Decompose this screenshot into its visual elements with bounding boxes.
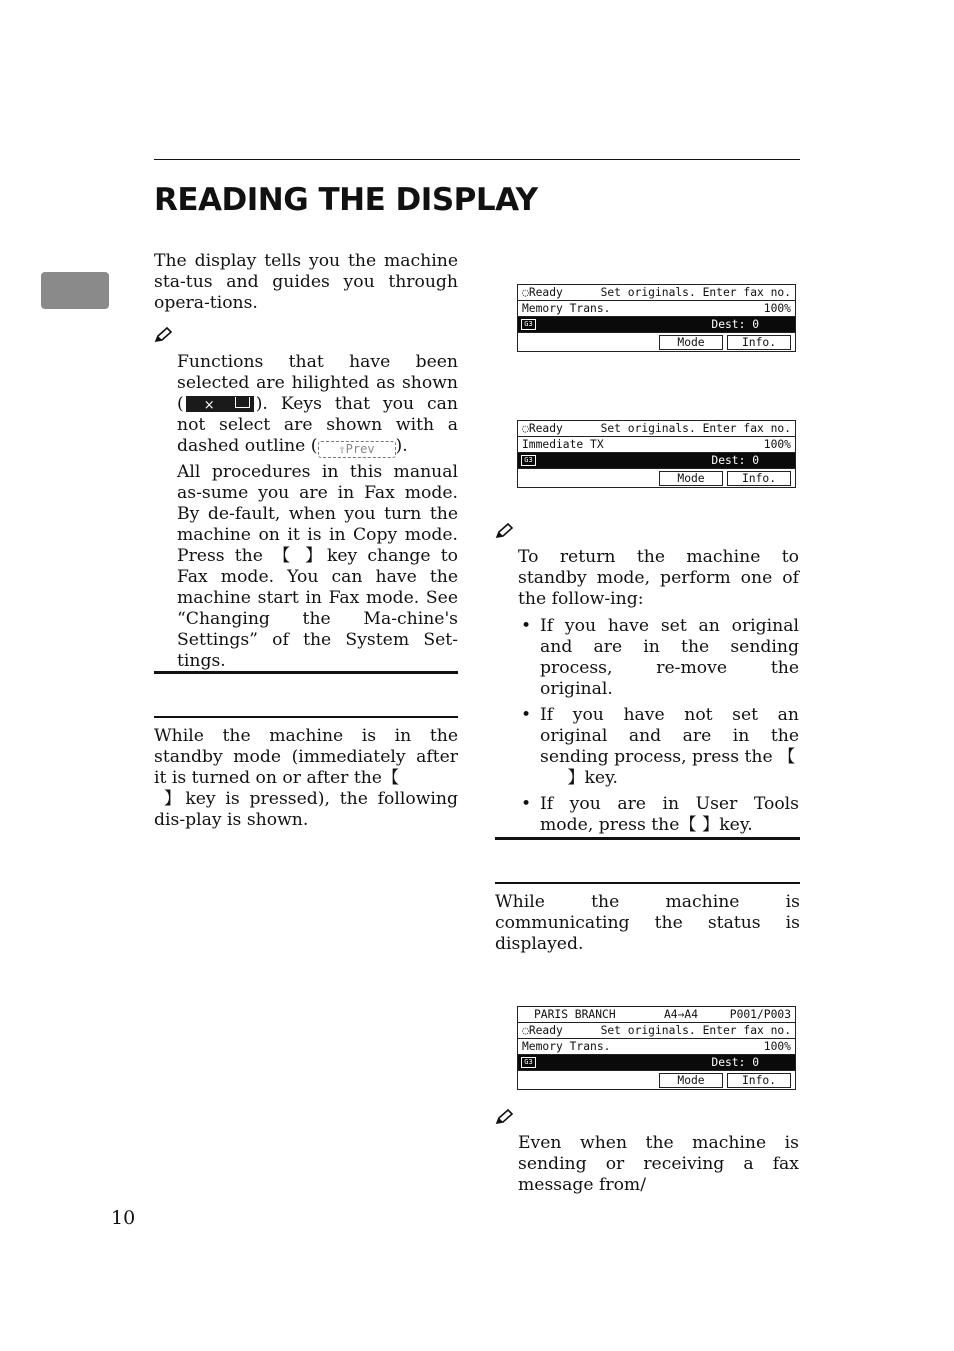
standby-return-paragraph: To return the machine to standby mode, perform one of the follow-ing: [518, 547, 799, 609]
note-pencil-icon [495, 1108, 515, 1126]
lcd-prompt: Set originals. Enter fax no. [600, 286, 791, 299]
lcd-mode-line: Memory Trans. [522, 302, 611, 315]
lcd-dest: Dest: 0 [711, 454, 759, 467]
chapter-tab [41, 272, 109, 309]
lcd-immediate-tx [517, 420, 796, 488]
g3-icon: G3 [521, 1057, 536, 1068]
mode-button[interactable]: Mode [659, 335, 723, 350]
lcd-mode-line: Memory Trans. [522, 1040, 611, 1053]
note-pencil-icon [154, 326, 174, 344]
lcd-ready: Ready [528, 286, 563, 299]
mode-button[interactable]: Mode [659, 1073, 723, 1088]
lcd-mode-row [518, 437, 795, 453]
list-item: • If you have set an original and are in the sending process, re-move the original. [518, 616, 799, 700]
list-item: • If you are in User Tools mode, press the【 】key. [518, 794, 799, 836]
lcd-mode-row [518, 1039, 795, 1055]
standby-text-b: 】key is pressed), the following dis-play is shown. [154, 789, 458, 830]
lcd-dest: Dest: 0 [711, 318, 759, 331]
section-rule-thick [154, 671, 458, 674]
book-icon [235, 397, 250, 408]
list-item [518, 705, 799, 789]
page-title: READING THE DISPLAY [154, 182, 538, 218]
note-highlight-text-a: Functions that have been selected are hilighted as shown ( [177, 352, 458, 414]
lcd-destination-name: PARIS BRANCH [534, 1008, 616, 1021]
lcd-mode-line: Immediate TX [522, 438, 604, 451]
lcd-page-count: P001/P003 [729, 1008, 791, 1021]
lcd-ready: Ready [528, 422, 563, 435]
note-highlight-text-c: ). [395, 436, 408, 456]
mode-button[interactable]: Mode [659, 471, 723, 486]
communicating-paragraph: While the machine is communicating the status is displayed. [495, 892, 800, 954]
lcd-paper-size: A4→A4 [664, 1008, 699, 1021]
lcd-button-row [518, 469, 795, 487]
fax-mode-paragraph: All procedures in this manual as-sume you are in Fax mode. By de-fault, when you turn the machine on it is in Copy mode. Press the 【 】key change to Fax mode. You can have the machine start in Fax mode. See “Changing the Ma-chine's Settings” of the System Set-tings. [177, 462, 458, 671]
lcd-status-row: ◌Ready Set originals. Enter fax no. [518, 285, 795, 301]
lcd-status-row: ◌Ready Set originals. Enter fax no. [518, 1023, 795, 1039]
note-pencil-icon [495, 522, 515, 540]
info-button[interactable]: Info. [727, 471, 791, 486]
note-highlight-paragraph [177, 352, 458, 458]
lcd-percent: 100% [763, 302, 791, 315]
lcd-prompt: Set originals. Enter fax no. [600, 422, 791, 435]
standby-bullets [518, 616, 799, 841]
close-icon: × [203, 398, 215, 413]
info-button[interactable]: Info. [727, 1073, 791, 1088]
lcd-dest-row [518, 317, 795, 333]
lcd-mode-row [518, 301, 795, 317]
note-highlight-text-b: ). Keys that you can not select are shown with a dashed outline ( [177, 394, 458, 456]
lcd-percent: 100% [763, 438, 791, 451]
lcd-button-row [518, 333, 795, 351]
page-number: 10 [111, 1207, 136, 1229]
g3-icon: G3 [521, 319, 536, 330]
section-rule-thin [495, 882, 800, 884]
highlighted-key-sample [186, 396, 254, 412]
lcd-prompt: Set originals. Enter fax no. [600, 1024, 791, 1037]
lcd-dest-row [518, 1055, 795, 1071]
lcd-header-row [518, 1007, 795, 1023]
lcd-percent: 100% [763, 1040, 791, 1053]
lcd-dest: Dest: 0 [711, 1056, 759, 1069]
section-rule-thick [495, 837, 800, 840]
sending-note-paragraph: Even when the machine is sending or receiving a fax message from/ [518, 1133, 799, 1195]
bullet-2-end: 】key. [567, 768, 618, 788]
standby-paragraph [154, 726, 458, 831]
lcd-ready: Ready [528, 1024, 563, 1037]
section-rule-thin [154, 716, 458, 718]
intro-paragraph: The display tells you the machine sta-tus and guides you through opera-tions. [154, 251, 458, 313]
lcd-dest-row [518, 453, 795, 469]
standby-text-a: While the machine is in the standby mode (immediately after it is turned on or after the【 [154, 726, 458, 788]
lcd-memory-trans [517, 284, 796, 352]
header-rule [154, 159, 800, 160]
lcd-status-row: ◌Ready Set originals. Enter fax no. [518, 421, 795, 437]
info-button[interactable]: Info. [727, 335, 791, 350]
lcd-communicating [517, 1006, 796, 1090]
g3-icon: G3 [521, 455, 536, 466]
bullet-2-text: If you have not set an original and are in the sending process, press the 【 [540, 705, 799, 767]
lcd-button-row [518, 1071, 795, 1089]
dashed-prev-key-sample: ⇧Prev [318, 441, 396, 458]
